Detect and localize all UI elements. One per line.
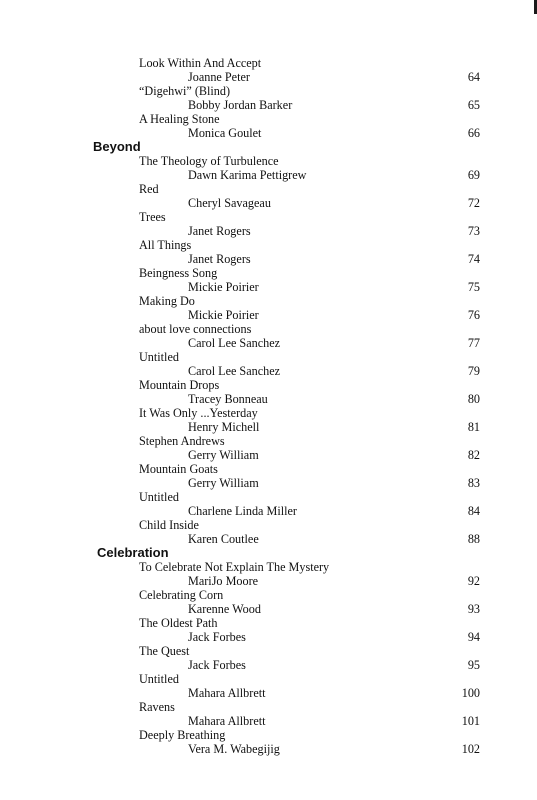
entry-title: Untitled (139, 350, 179, 364)
entry-author: Tracey Bonneau (188, 392, 268, 406)
entry-author: Carol Lee Sanchez (188, 336, 281, 350)
entry-title: “Digehwi” (Blind) (139, 84, 231, 98)
entry-page-number: 77 (467, 336, 480, 350)
entry-title: Untitled (139, 490, 179, 504)
entry-title: A Healing Stone (139, 112, 220, 126)
entry-page-number: 81 (467, 420, 480, 434)
entry-author: Mickie Poirier (188, 308, 259, 322)
section-heading: Celebration (97, 545, 169, 560)
entry-author: Janet Rogers (188, 252, 251, 266)
entry-author: Mickie Poirier (188, 280, 259, 294)
entry-title: The Oldest Path (139, 616, 218, 630)
entry-page-number: 73 (467, 224, 480, 238)
entry-title: Child Inside (139, 518, 199, 532)
entry-author: Monica Goulet (188, 126, 262, 140)
entry-page-number: 79 (467, 364, 480, 378)
entry-title: The Quest (139, 644, 190, 658)
entry-page-number: 95 (467, 658, 480, 672)
entry-author: MariJo Moore (188, 574, 259, 588)
entry-title: about love connections (139, 322, 252, 336)
entry-author: Carol Lee Sanchez (188, 364, 281, 378)
entry-author: Karenne Wood (188, 602, 261, 616)
entry-title: It Was Only ...Yesterday (139, 406, 258, 420)
entry-page-number: 75 (467, 280, 480, 294)
entry-author: Mahara Allbrett (188, 686, 266, 700)
entry-author: Joanne Peter (188, 70, 250, 84)
entry-title: Ravens (139, 700, 175, 714)
entry-page-number: 102 (461, 742, 480, 756)
entry-page-number: 82 (467, 448, 480, 462)
entry-author: Mahara Allbrett (188, 714, 266, 728)
entry-title: Beingness Song (139, 266, 218, 280)
entry-author: Gerry William (188, 448, 259, 462)
entry-author: Henry Michell (188, 420, 260, 434)
section-heading: Beyond (93, 139, 141, 154)
entry-title: Making Do (139, 294, 195, 308)
entry-page-number: 66 (467, 126, 480, 140)
entry-page-number: 88 (467, 532, 480, 546)
entry-page-number: 72 (467, 196, 480, 210)
entry-author: Janet Rogers (188, 224, 251, 238)
entry-author: Bobby Jordan Barker (188, 98, 293, 112)
entry-page-number: 92 (467, 574, 480, 588)
entry-title: Untitled (139, 672, 179, 686)
entry-author: Charlene Linda Miller (188, 504, 297, 518)
entry-title: Look Within And Accept (139, 56, 262, 70)
entry-page-number: 65 (467, 98, 480, 112)
entry-title: All Things (139, 238, 192, 252)
entry-page-number: 64 (467, 70, 480, 84)
entry-title: The Theology of Turbulence (139, 154, 279, 168)
entry-title: To Celebrate Not Explain The Mystery (139, 560, 330, 574)
entry-author: Karen Coutlee (188, 532, 259, 546)
entry-author: Dawn Karima Pettigrew (188, 168, 307, 182)
entry-page-number: 80 (467, 392, 480, 406)
entry-title: Mountain Drops (139, 378, 220, 392)
entry-page-number: 83 (467, 476, 480, 490)
entry-author: Jack Forbes (188, 658, 246, 672)
entry-title: Trees (139, 210, 166, 224)
entry-page-number: 93 (467, 602, 480, 616)
entry-author: Gerry William (188, 476, 259, 490)
entry-title: Mountain Goats (139, 462, 218, 476)
entry-page-number: 94 (467, 630, 480, 644)
entry-title: Stephen Andrews (139, 434, 225, 448)
entry-page-number: 100 (461, 686, 480, 700)
entry-page-number: 69 (467, 168, 480, 182)
entry-title: Red (139, 182, 159, 196)
entry-page-number: 74 (467, 252, 480, 266)
entry-page-number: 101 (461, 714, 480, 728)
entry-author: Jack Forbes (188, 630, 246, 644)
entry-author: Cheryl Savageau (188, 196, 271, 210)
entry-page-number: 76 (467, 308, 480, 322)
entry-author: Vera M. Wabegijig (188, 742, 280, 756)
entry-title: Deeply Breathing (139, 728, 226, 742)
entry-page-number: 84 (467, 504, 480, 518)
entry-title: Celebrating Corn (139, 588, 224, 602)
